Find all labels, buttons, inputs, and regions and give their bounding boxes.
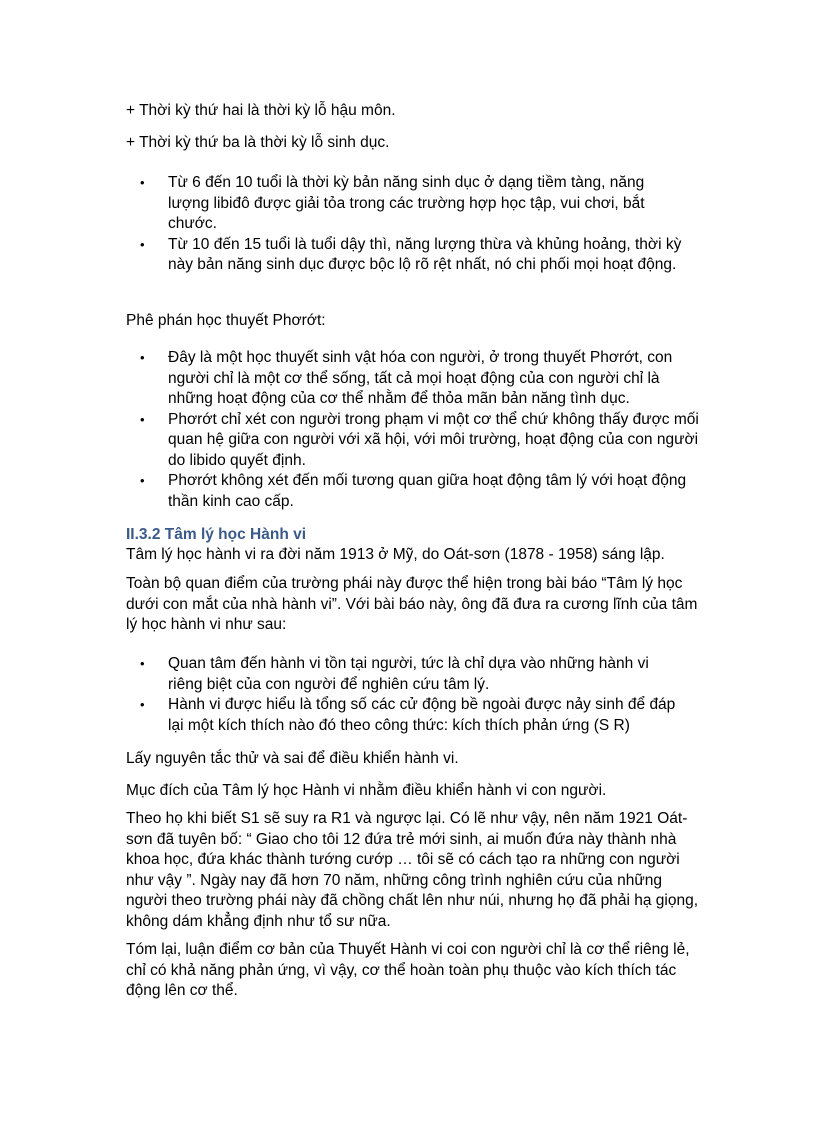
bullet-icon [140, 654, 168, 675]
bullet-icon [140, 695, 168, 716]
bullet-icon [140, 235, 168, 256]
purpose-line: Mục đích của Tâm lý học Hành vi nhằm điều khiển hành vi con người. [126, 782, 607, 799]
list-item: • Từ 10 đến 15 tuổi là tuổi dậy thì, năng lượng thừa và khủng hoảng, thời kỳ này bản năng sinh dục được bộc lộ rõ rệt nhất, nó chi phối mọi hoạt động. [140, 235, 685, 276]
section-heading: II.3.2 Tâm lý học Hành vi [126, 526, 307, 543]
list-item: • Hành vi được hiểu là tổng số các cử động bề ngoài được nảy sinh để đáp lại một kích thích nào đó theo công thức: kích thích phản ứng (S R) [140, 695, 685, 736]
list-item: • Quan tâm đến hành vi tồn tại người, tức là chỉ dựa vào những hành vi riêng biệt của con người để nghiên cứu tâm lý. [140, 654, 685, 695]
text-line-anal-stage: + Thời kỳ thứ hai là thời kỳ lỗ hậu môn. [126, 102, 396, 119]
paragraph-watson-quote: Theo họ khi biết S1 sẽ suy ra R1 và ngược lại. Có lẽ như vậy, nên năm 1921 Oát-sơn đã tuyên bố: “ Giao cho tôi 12 đứa trẻ mới sinh, ai muốn đứa này thành nhà khoa học, đứa khác thành tướng cướp … tôi sẽ có cách tạo ra những con người như vậy ”. Ngày nay đã hơn 70 năm, những công trình nghiên cứu của những người theo trường phái này đã chồng chất lên như núi, nhưng họ đã phải hạ giọng, không dám khẳng định như tổ sư nữa. [126, 810, 699, 930]
paragraph-conclusion: Tóm lại, luận điểm cơ bản của Thuyết Hành vi coi con người chỉ là cơ thể riêng lẻ, chỉ có khả năng phản ứng, vì vậy, cơ thể hoàn toàn phụ thuộc vào kích thích tác động lên cơ thể. [126, 941, 690, 999]
bullet-icon [140, 471, 168, 492]
stage-bullet-list [140, 173, 685, 276]
trial-error-line: Lấy nguyên tắc thử và sai để điều khiển hành vi. [126, 750, 459, 767]
list-item: • Phơrớt chỉ xét con người trong phạm vi một cơ thể chứ không thấy được mối quan hệ giữa con người với xã hội, với môi trường, hoạt động của con người do libido quyết định. [140, 410, 700, 472]
list-item: • Phơrớt không xét đến mối tương quan giữa hoạt động tâm lý với hoạt động thần kinh cao cấp. [140, 471, 700, 512]
list-item: • Đây là một học thuyết sinh vật hóa con người, ở trong thuyết Phơrớt, con người chỉ là một cơ thể sống, tất cả mọi hoạt động của con người chỉ là những hoạt động của cơ thể nhằm để thỏa mãn bản năng tình dục. [140, 348, 700, 410]
critique-title: Phê phán học thuyết Phơrớt: [126, 312, 326, 329]
bullet-icon [140, 410, 168, 431]
list-item: • Từ 6 đến 10 tuổi là thời kỳ bản năng sinh dục ở dạng tiềm tàng, năng lượng libiđô được giải tỏa trong các trường hợp học tập, vui chơi, bắt chước. [140, 173, 685, 235]
platform-bullet-list [140, 654, 685, 736]
intro-line: Tâm lý học hành vi ra đời năm 1913 ở Mỹ, do Oát-sơn (1878 - 1958) sáng lập. [126, 546, 665, 563]
text-line-genital-stage: + Thời kỳ thứ ba là thời kỳ lỗ sinh dục. [126, 134, 390, 151]
bullet-icon [140, 173, 168, 194]
critique-bullet-list [140, 348, 700, 512]
bullet-icon [140, 348, 168, 369]
paragraph-platform: Toàn bộ quan điểm của trường phái này được thể hiện trong bài báo “Tâm lý học dưới con mắt của nhà hành vi”. Với bài báo này, ông đã đưa ra cương lĩnh của tâm lý học hành vi như sau: [126, 575, 698, 633]
